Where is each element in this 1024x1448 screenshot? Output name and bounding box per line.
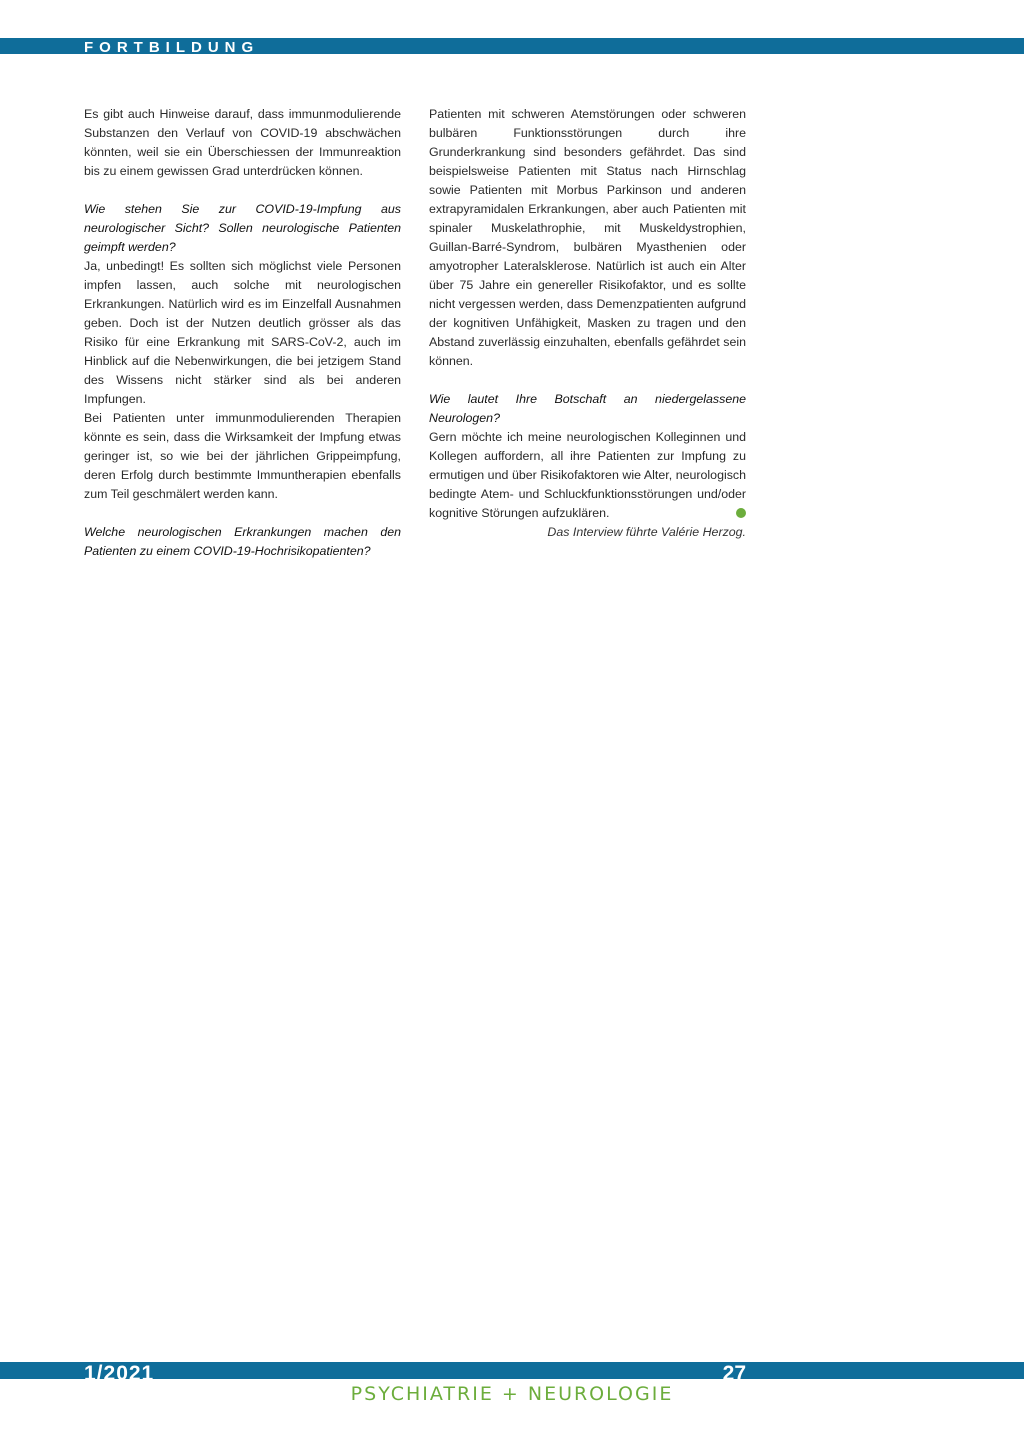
interview-question: Wie stehen Sie zur COVID-19-Impfung aus neurologischer Sicht? Sollen neurologische Patienten geimpft werden?	[84, 202, 401, 254]
answer-text: Gern möchte ich meine neurologischen Kolleginnen und Kollegen auffordern, all ihre Patienten zur Impfung zu ermutigen und über Risikofaktoren wie Alter, neurologisch bedingte Atem- und Schluckfunktionsstörungen und/oder kognitive Störungen aufzuklären.	[429, 430, 746, 520]
page-number: 27	[722, 1362, 746, 1379]
journal-title: PSYCHIATRIE + NEUROLOGIE	[350, 1383, 674, 1405]
answer-paragraph	[429, 428, 746, 523]
interview-question: Wie lautet Ihre Botschaft an niedergelassene Neurologen?	[429, 392, 746, 425]
answer-paragraph: Es gibt auch Hinweise darauf, dass immunmodulierende Substanzen den Verlauf von COVID-19 abschwächen könnten, weil sie ein Überschiessen der Immunreaktion bis zu einem gewissen Grad unterdrücken können.	[84, 107, 401, 178]
answer-paragraph: Patienten mit schweren Atemstörungen oder schweren bulbären Funktionsstörungen durch ihre Grunderkrankung sind besonders gefährdet. Das sind beispielsweise Patienten mit Status nach Hirnschlag sowie Patienten mit Morbus Parkinson und anderen extrapyramidalen Erkrankungen, aber auch Patienten mit spinaler Muskelathrophie, mit Muskeldystrophien, Guillan-Barré-Syndrom, bulbären Myasthenien oder amyotropher Lateralsklerose. Natürlich ist auch ein Alter über 75 Jahre ein genereller Risikofaktor, und es sollte nicht vergessen werden, dass Demenzpatienten aufgrund der kognitiven Unfähigkeit, Masken zu tragen und den Abstand zuverlässig einzuhalten, ebenfalls gefährdet sein können.	[429, 107, 746, 368]
answer-paragraph: Bei Patienten unter immunmodulierenden Therapien könnte es sein, dass die Wirksamkeit der Impfung etwas geringer ist, so wie bei der jährlichen Grippeimpfung, deren Erfolg durch bestimmte Immuntherapien ebenfalls zum Teil geschmälert werden kann.	[84, 411, 401, 501]
article-end-dot-icon	[736, 508, 746, 518]
interview-question: Welche neurologischen Erkrankungen machen den Patienten zu einem COVID-19-Hochrisikopatienten?	[84, 525, 401, 558]
left-column	[84, 105, 401, 561]
answer-paragraph: Ja, unbedingt! Es sollten sich möglichst viele Personen impfen lassen, auch solche mit neurologischen Erkrankungen. Natürlich wird es im Einzelfall Ausnahmen geben. Doch ist der Nutzen deutlich grösser als das Risiko für eine Erkrankung mit SARS-CoV-2, auch im Hinblick auf die Nebenwirkungen, die bei jetzigem Stand des Wissens nicht stärker sind als bei anderen Impfungen.	[84, 259, 401, 406]
interview-credit: Das Interview führte Valérie Herzog.	[547, 525, 746, 539]
section-label: FORTBILDUNG	[84, 39, 260, 56]
right-column	[429, 105, 746, 542]
issue-number: 1/2021	[84, 1362, 155, 1379]
